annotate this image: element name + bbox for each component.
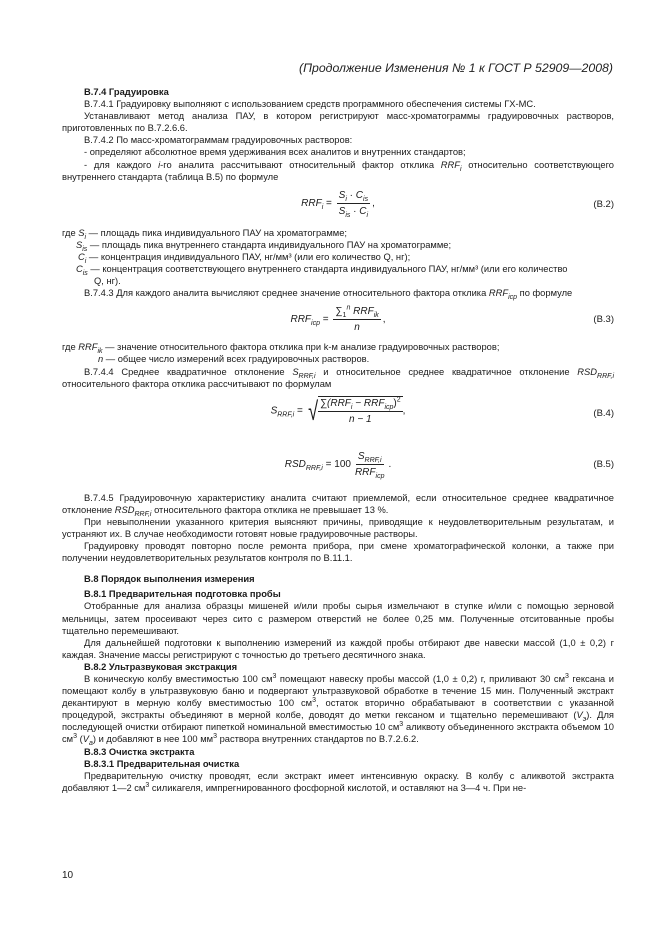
section-heading-b831: В.8.3.1 Предварительная очистка <box>84 758 240 769</box>
paragraph: Градуировку проводят повторно после ремонта прибора, при смене хроматографической колонки, а также при получении неудовлетворительных результатов контроля по В.11.1. <box>62 541 614 564</box>
definition-continuation: Q, нг). <box>94 276 121 287</box>
list-item: - определяют абсолютное время удерживания всех аналитов и внутренних стандартов; <box>84 147 466 158</box>
paragraph: В.7.4.2 По масс-хроматограммам градуировочных растворов: <box>84 135 353 146</box>
symbol-definitions <box>62 341 614 365</box>
formula-b5: $RSD_{RRF,i} = 100$ $\frac{S_{RRF,i}}{RRF_{icp}}$ . (B.5) <box>284 450 614 480</box>
paragraph: В.7.4.4 Среднее квадратичное отклонение $S_{RRF,i}$ и относительное среднее квадратичное отклонение $RSD_{RRF,i}$ относительного фактора отклика рассчитывают по формулам <box>62 366 614 389</box>
formula-number: (B.5) <box>593 458 614 470</box>
formula-b3: $RRF_{icp}$ = $\frac{\sum_1^n RRF_{ik}}{n}$ , (B.3) <box>290 304 614 334</box>
formula-number: (B.2) <box>593 198 614 210</box>
paragraph: Для дальнейшей подготовки к выполнению измерений из каждой пробы отбирают две навески массой (1,0 ± 0,2) г каждая. Значение массы регистрируют с точностью до третьего десятичного знака. <box>62 637 614 660</box>
list-item: - для каждого i-го аналита рассчитывают относительный фактор отклика $RRF_i$ относительно соответствующего внутреннего стандарта (таблица В.5) по формуле <box>62 159 614 182</box>
paragraph: При невыполнении указанного критерия выясняют причины, приводящие к неудовлетворительным результатам, и устраняют их. В случае необходимости готовят новые градуировочные растворы. <box>62 516 614 539</box>
definition-item: $C_i$ — концентрация индивидуального ПАУ, нг/мм³ (или его количество Q, нг); <box>78 251 411 265</box>
formula-b4: $S_{RRF,i}$ = √ $\frac{\sum(RRF_i - RRF_{icp})^2}{n - 1}$ , (B.4) <box>270 395 614 426</box>
paragraph: В коническую колбу вместимостью 100 $см^3$ помещают навеску пробы массой (1,0 ± 0,2) г, приливают 30 $см^3$ гексана и помещают колбу в ультразвуковую баню и подвергают ультразвуковой обработке в течение 15 мин. Полученный экстракт декантируют в мерную колбу вместимостью 100 $см^3$, остаток вторично обрабатывают в соответствии с указанной процедурой, экстракты объединяют в мерной колбе, доводят до метки гексаном и тщательно перемешивают $(V_э)$. Для последующей очистки отбирают пипеткой номинальной вместимостью 10 $см^3$ аликвоту объединенного экстракта объемом 10 $см^3$ $(V_a)$ и добавляют в нее 100 $мм^3$ раствора внутренних стандартов по В.7.2.6.2. <box>62 672 615 748</box>
section-heading-b82: В.8.2 Ультразвуковая экстракция <box>84 661 238 672</box>
section-heading-b8: В.8 Порядок выполнения измерения <box>84 574 255 585</box>
definition-item: $S_{is}$ — площадь пика внутреннего стандарта индивидуального ПАУ на хроматограмме; <box>76 239 452 253</box>
paragraph: Устанавливают метод анализа ПАУ, в котором регистрируют масс-хроматограммы градуировочных растворов, приготовленных по В.7.2.6.6. <box>62 111 614 134</box>
paragraph: Отобранные для анализа образцы мишеней и/или пробы сырья измельчают в ступке и/или с помощью зерновой мельницы, затем просеивают через сито с размером отверстий не более 0,25 мм. Полученные отситованные пробы тщательно перемешивают. <box>62 601 614 636</box>
document-body <box>62 86 614 794</box>
definition-item: где $S_i$ — площадь пика индивидуального ПАУ на хроматограмме; <box>62 227 347 241</box>
definition-item: $C_{is}$ — концентрация соответствующего внутреннего стандарта индивидуального ПАУ, нг/мм³ (или его количество <box>76 264 568 277</box>
running-header: (Продолжение Изменения № 1 к ГОСТ Р 52909—2008) <box>298 61 613 75</box>
definition-item: где $RRF_{ik}$ — значение относительного фактора отклика при k-м анализе градуировочных растворов; <box>62 342 500 356</box>
paragraph: В.7.4.1 Градуировку выполняют с использованием средств программного обеспечения системы ГХ-МС. <box>84 99 536 110</box>
formula-number: (B.4) <box>593 407 614 419</box>
paragraph: Предварительную очистку проводят, если экстракт имеет интенсивную окраску. В колбу с аликвотой экстракта добавляют 1—2 $см^3$ силикагеля, импрегнированного фосфорной кислотой, и оставляют на 3—4 ч. При не- <box>62 770 614 793</box>
paragraph: В.7.4.3 Для каждого аналита вычисляют среднее значение относительного фактора отклика $RRF_{icp}$ по формуле <box>84 288 573 302</box>
page-number: 10 <box>62 870 74 881</box>
paragraph: В.7.4.5 Градуировочную характеристику аналита считают приемлемой, если относительное среднее квадратичное отклонение $RSD_{RRF,i}$ относительного фактора отклика не превышает 13 %. <box>62 492 614 518</box>
section-heading-b83: В.8.3 Очистка экстракта <box>84 746 195 757</box>
formula-b2: $RRF_i$ = $\frac{S_i \cdot C_{is}}{S_{is} \cdot C_i}$ , (B.2) <box>301 189 614 219</box>
symbol-definitions <box>62 227 614 287</box>
formula-number: (B.3) <box>593 314 614 326</box>
section-heading-b81: В.8.1 Предварительная подготовка пробы <box>84 589 281 600</box>
definition-item: n — общее число измерений всех градуировочных растворов. <box>98 354 370 365</box>
section-heading-b74: В.7.4 Градуировка <box>84 87 169 97</box>
